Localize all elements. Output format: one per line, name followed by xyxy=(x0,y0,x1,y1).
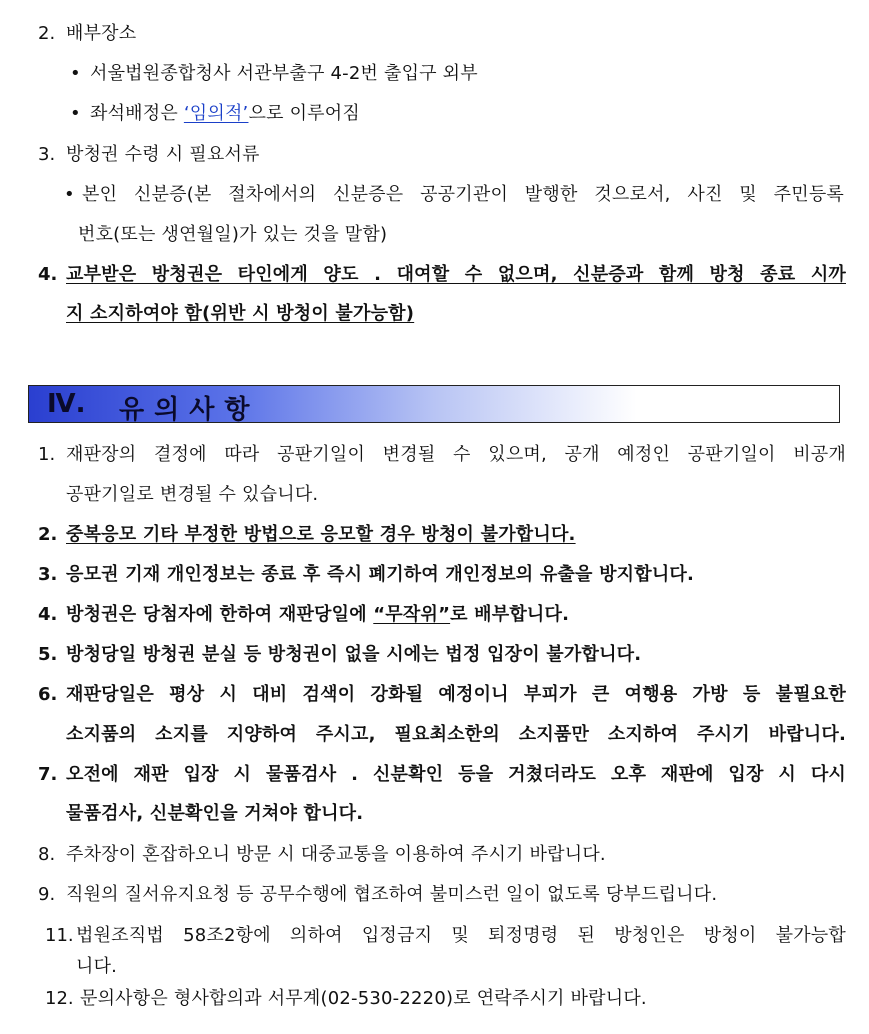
note-4-suffix: 로 배부합니다. xyxy=(450,604,570,625)
list-item xyxy=(70,62,478,86)
item-number: 2. xyxy=(38,23,56,44)
item-number: 7. xyxy=(38,764,58,785)
note-6-line2: 소지품의 소지를 지양하여 주시고, 필요최소한의 소지품만 소지하여 주시기 바랍니다. xyxy=(66,724,846,745)
note-4-emphasis: “무작위” xyxy=(373,604,451,625)
transfer-line2: 지 소지하여야 함(위반 시 방청이 불가능함) xyxy=(66,303,415,324)
note-1-line1: 재판장의 결정에 따라 공판기일이 변경될 수 있으며, 공개 예정인 공판기일이 비공개 xyxy=(66,444,846,465)
bullet-icon: • xyxy=(64,184,75,205)
item-number: 3. xyxy=(38,564,58,585)
note-11-line2: 니다. xyxy=(76,956,118,977)
list-item xyxy=(64,183,844,207)
note-2: 중복응모 기타 부정한 방법으로 응모할 경우 방청이 불가합니다. xyxy=(66,524,576,545)
item-number: 6. xyxy=(38,684,58,705)
note-4-prefix: 방청권은 당첨자에 한하여 재판당일에 xyxy=(66,604,374,625)
item-number: 9. xyxy=(38,884,56,905)
note-6-line1: 재판당일은 평상 시 대비 검색이 강화될 예정이니 부피가 큰 여행용 가방 등 불필요한 xyxy=(66,684,846,705)
item-number: 2. xyxy=(38,524,58,545)
seat-link[interactable]: ‘임의적’ xyxy=(183,103,249,124)
note-4 xyxy=(66,603,569,627)
item-number: 5. xyxy=(38,644,58,665)
note-1-line2: 공판기일로 변경될 수 있습니다. xyxy=(66,484,319,505)
note-11-line1: 법원조직법 58조2항에 의하여 입정금지 및 퇴정명령 된 방청인은 방청이 불가능합 xyxy=(76,925,846,946)
note-8: 주차장이 혼잡하오니 방문 시 대중교통을 이용하여 주시기 바랍니다. xyxy=(66,844,606,865)
section-title: 유의사항 xyxy=(119,395,260,425)
item-number: 4. xyxy=(38,604,58,625)
note-9: 직원의 질서유지요청 등 공무수행에 협조하여 불미스런 일이 없도록 당부드립니다. xyxy=(66,884,718,905)
documents-heading: 방청권 수령 시 필요서류 xyxy=(66,144,260,165)
item-number: 1. xyxy=(38,444,56,465)
seat-prefix: 좌석배정은 xyxy=(90,103,184,124)
bullet-icon: • xyxy=(70,103,81,124)
item-number: 3. xyxy=(38,144,56,165)
documents-bullet-line2: 번호(또는 생연월일)가 있는 것을 말함) xyxy=(78,224,388,245)
note-7-line1: 오전에 재판 입장 시 물품검사 . 신분확인 등을 거쳤더라도 오후 재판에 입장 시 다시 xyxy=(66,764,846,785)
note-12: 문의사항은 형사합의과 서무계(02-530-2220)로 연락주시기 바랍니다. xyxy=(80,988,647,1009)
distribution-location: 서울법원종합청사 서관부출구 4-2번 출입구 외부 xyxy=(90,63,478,84)
bullet-icon: • xyxy=(70,63,81,84)
note-5: 방청당일 방청권 분실 등 방청권이 없을 시에는 법정 입장이 불가합니다. xyxy=(66,644,642,665)
item-number: 8. xyxy=(38,844,56,865)
item-number: 4. xyxy=(38,264,58,285)
section-number: Ⅳ. xyxy=(47,389,86,419)
transfer-line1: 교부받은 방청권은 타인에게 양도 . 대여할 수 없으며, 신분증과 함께 방청 종료 시까 xyxy=(66,264,846,285)
note-7-line2: 물품검사, 신분확인을 거쳐야 합니다. xyxy=(66,803,364,824)
documents-bullet-line1: 본인 신분증(본 절차에서의 신분증은 공공기관이 발행한 것으로서, 사진 및 주민등록 xyxy=(82,184,844,205)
item-number: 12. xyxy=(45,988,74,1009)
section-header xyxy=(28,385,840,423)
seat-suffix: 으로 이루어짐 xyxy=(248,103,360,124)
distribution-heading: 배부장소 xyxy=(66,23,137,44)
item-number: 11. xyxy=(45,925,74,946)
note-3: 응모권 기재 개인정보는 종료 후 즉시 폐기하여 개인정보의 유출을 방지합니다. xyxy=(66,564,695,585)
list-item xyxy=(70,102,360,126)
